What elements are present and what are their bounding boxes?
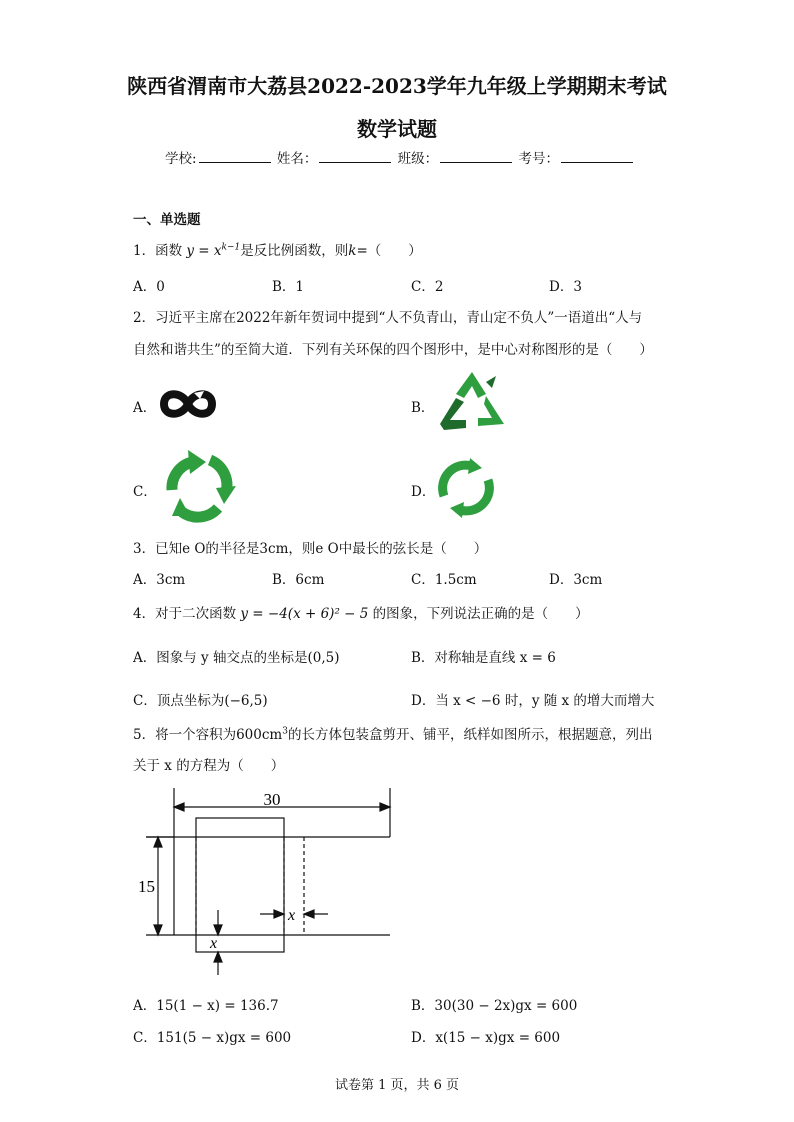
name-blank[interactable] [319, 150, 391, 163]
number-blank[interactable] [561, 150, 633, 163]
number-label: 考号： [518, 151, 559, 167]
q1-formula: y = x [186, 243, 222, 259]
question-2-line2: 自然和谐共生”的至简大道．下列有关环保的四个图形中，是中心对称图形的是（ ） [133, 342, 653, 358]
question-4-stem [133, 602, 589, 622]
q2-option-a-label[interactable]: A． [133, 400, 157, 416]
q3-option-c[interactable]: C．1.5cm [411, 572, 477, 588]
question-3-stem: 3．已知e O的半径是3cm，则e O中最长的弦长是（ ） [133, 541, 488, 557]
q1-option-d[interactable]: D．3 [549, 279, 582, 295]
school-label: 学校: [165, 151, 197, 167]
q2-option-c-label[interactable]: C． [133, 484, 157, 500]
question-1-stem [133, 239, 422, 259]
q5-option-a[interactable]: A．15(1 − x) = 136.7 [133, 998, 279, 1014]
q5-text-a: 5．将一个容积为600cm [133, 727, 283, 743]
name-label: 姓名： [276, 151, 318, 167]
x-label-bottom: x [210, 935, 218, 952]
q1-text-a: 1．函数 [133, 243, 183, 259]
q3-option-d[interactable]: D．3cm [549, 572, 603, 588]
q4-option-a[interactable]: A．图象与 y 轴交点的坐标是(0,5) [133, 650, 340, 666]
q2-option-b-label[interactable]: B． [411, 400, 435, 416]
height-label: 15 [138, 877, 155, 896]
student-info-line [165, 147, 635, 167]
section-heading: 一、单选题 [133, 212, 201, 228]
q1-option-b[interactable]: B．1 [272, 279, 305, 295]
box-net-diagram [130, 785, 400, 980]
q5-text-b: 的长方体包装盒剪开、铺平，纸样如图所示，根据题意，列出 [287, 727, 653, 743]
question-5-line1 [133, 723, 652, 743]
circular-arrows-icon [158, 446, 240, 526]
q1-option-c[interactable]: C．2 [411, 279, 444, 295]
q1-text-c: =（ ） [356, 243, 422, 259]
q2-option-d-label[interactable]: D． [411, 484, 436, 500]
q4-text-b: 的图象，下列说法正确的是（ ） [372, 606, 589, 622]
q3-option-a[interactable]: A．3cm [133, 572, 186, 588]
page-footer: 试卷第 1 页，共 6 页 [334, 1078, 460, 1093]
exam-subtitle: 数学试题 [357, 117, 437, 141]
q5-superscript: 3 [282, 726, 288, 737]
q1-option-a[interactable]: A．0 [133, 279, 165, 295]
q4-text-a: 4．对于二次函数 [133, 606, 237, 622]
class-label: 班级： [397, 151, 439, 167]
question-2-line1: 2．习近平主席在2022年新年贺词中提到“人不负青山，青山定不负人”一语道出“人与 [133, 310, 643, 326]
q5-option-c[interactable]: C．151(5 − x)gx = 600 [133, 1030, 292, 1046]
q1-exponent: k−1 [221, 242, 241, 253]
triangle-recycle-icon [434, 368, 510, 440]
x-label-right: x [288, 907, 296, 924]
exam-title: 陕西省渭南市大荔县2022-2023学年九年级上学期期末考试 [127, 74, 667, 98]
question-5-line2: 关于 x 的方程为（ ） [133, 758, 285, 774]
q5-option-b[interactable]: B．30(30 − 2x)gx = 600 [411, 998, 578, 1014]
q4-option-b[interactable]: B．对称轴是直线 x = 6 [411, 650, 556, 666]
width-label: 30 [263, 790, 281, 809]
broken-circle-arrows-icon [434, 456, 498, 520]
q3-option-b[interactable]: B．6cm [272, 572, 325, 588]
infinity-recycle-icon [158, 387, 218, 421]
school-blank[interactable] [199, 150, 271, 163]
q5-option-d[interactable]: D．x(15 − x)gx = 600 [411, 1030, 561, 1046]
q4-option-d[interactable]: D．当 x < −6 时，y 随 x 的增大而增大 [411, 693, 655, 709]
class-blank[interactable] [440, 150, 512, 163]
q1-text-b: 是反比例函数，则 [240, 243, 349, 259]
q4-option-c[interactable]: C．顶点坐标为(−6,5) [133, 693, 268, 709]
q4-formula: y = −4(x + 6)² − 5 [240, 606, 369, 622]
q1-k: k [348, 243, 357, 259]
